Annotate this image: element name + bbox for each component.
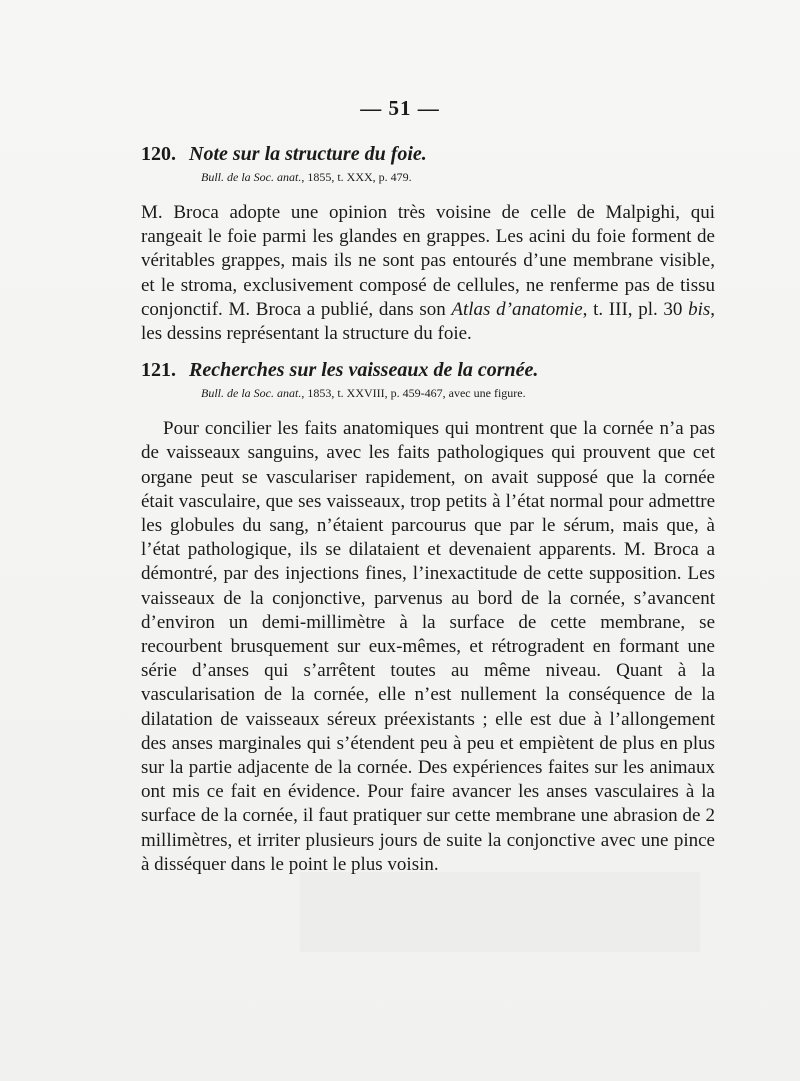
citation-journal: Bull. de la Soc. anat.: [201, 170, 302, 184]
entry-heading: [141, 142, 715, 166]
entry-120: [141, 142, 715, 346]
page-content: [141, 142, 715, 877]
paragraph-text: , les dessins représentant la structure du foie.: [141, 298, 716, 345]
paragraph-italic-atlas: Atlas d’anatomie: [451, 298, 583, 320]
paragraph-text: , t. III, pl. 30: [582, 298, 689, 320]
entry-paragraph: [141, 201, 715, 346]
entry-number: 120.: [141, 143, 176, 165]
entry-citation: [141, 169, 715, 186]
entry-title: Recherches sur les vaisseaux de la cornée.: [189, 359, 539, 382]
entry-number: 121.: [141, 359, 176, 382]
entry-121: [141, 358, 715, 877]
citation-details: , 1855, t. XXX, p. 479.: [301, 170, 412, 184]
show-through-shade: [300, 872, 700, 952]
paragraph-text: M. Broca adopte une opinion très voisine de celle de Malpighi, qui rangeait le foie parmi les glandes en grappes. Les acini du foie forment de véritables grappes, mais ils ne sont pas entourés d’une membrane visible, et le stroma, exclusivement composé de cellules, ne renferme pas de tissu conjonctif. M. Broca a publié, dans son: [141, 202, 715, 320]
paragraph-italic-bis: bis: [688, 298, 711, 320]
citation-journal: Bull. de la Soc. anat.: [201, 386, 302, 401]
section-gap: [141, 346, 715, 358]
citation-details: , 1853, t. XXVIII, p. 459-467, avec une figure.: [301, 386, 526, 401]
entry-heading: [141, 358, 715, 382]
entry-paragraph: Pour concilier les faits anatomiques qui montrent que la cornée n’a pas de vaisseaux sanguins, avec les faits pathologiques qui prouvent que cet organe peut se vasculariser rapidement, on avait supposé que la cornée était vasculaire, que ses vaisseaux, trop petits à l’état normal pour admettre les globules du sang, n’étaient parcourus que par le sérum, mais que, à l’état pathologique, ils se dilataient et devenaient apparents. M. Broca a démontré, par des injections fines, l’inexactitude de cette supposition. Les vaisseaux de la conjonctive, parvenus au bord de la cornée, s’avancent d’environ un demi-millimètre à la surface de cette membrane, se recourbent brusquement sur eux-mêmes, et rétrogradent en formant une série d’anses qui s’arrêtent toutes au même niveau. Quant à la vascularisation de la cornée, elle n’est nullement la conséquence de la dilatation de vaisseaux séreux préexistants ; elle est due à l’allongement des anses marginales qui s’étendent peu à peu et empiètent de plus en plus sur la partie adjacente de la cornée. Des expériences faites sur les animaux ont mis ce fait en évidence. Pour faire avancer les anses vasculaires à la surface de la cornée, il faut pratiquer sur cette membrane une abrasion de 2 millimètres, et irriter plusieurs jours de suite la conjonctive avec une pince à disséquer dans le point le plus voisin.: [141, 418, 715, 875]
entry-title: Note sur la structure du foie.: [189, 143, 427, 165]
page-number: — 51 —: [360, 96, 440, 120]
entry-citation: [141, 385, 715, 402]
